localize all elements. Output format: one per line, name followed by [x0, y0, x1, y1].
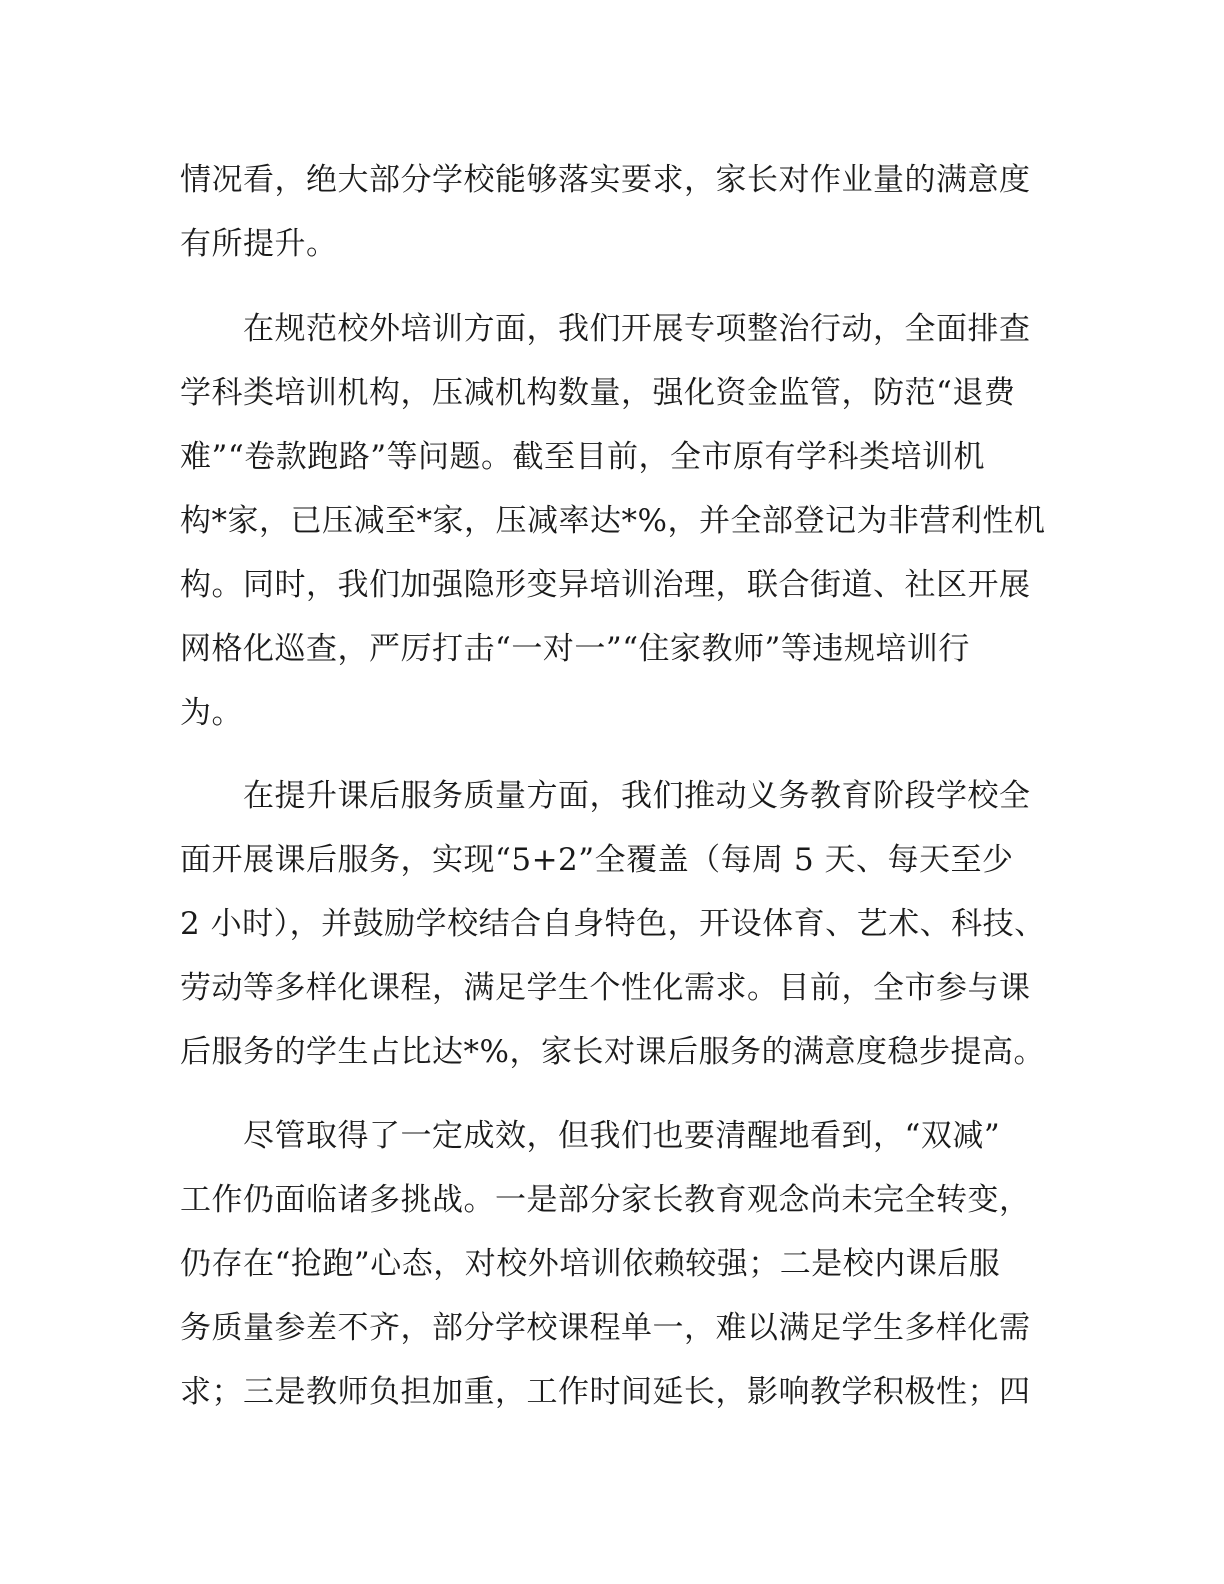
paragraph-line: 劳动等多样化课程，满足学生个性化需求。目前，全市参与课 — [180, 970, 1031, 1006]
paragraph-line: 后服务的学生占比达*%，家长对课后服务的满意度稳步提高。 — [180, 1034, 1045, 1070]
paragraph-line: 难”“卷款跑路”等问题。截至目前，全市原有学科类培训机 — [180, 439, 986, 475]
paragraph-line: 在规范校外培训方面，我们开展专项整治行动，全面排查 — [243, 311, 1031, 347]
paragraph-line: 有所提升。 — [180, 226, 338, 262]
paragraph-line: 面开展课后服务，实现“5+2”全覆盖（每周 5 天、每天至少 — [180, 842, 1014, 878]
paragraph-line: 务质量参差不齐，部分学校课程单一，难以满足学生多样化需 — [180, 1310, 1031, 1346]
paragraph-line: 工作仍面临诸多挑战。一是部分家长教育观念尚未完全转变， — [180, 1182, 1031, 1218]
paragraph-line: 尽管取得了一定成效，但我们也要清醒地看到，“双减” — [243, 1118, 1001, 1154]
paragraph-line: 2 小时），并鼓励学校结合自身特色，开设体育、艺术、科技、 — [180, 906, 1046, 942]
paragraph-line: 网格化巡查，严厉打击“一对一”“住家教师”等违规培训行 — [180, 631, 970, 667]
paragraph-line: 求；三是教师负担加重，工作时间延长，影响教学积极性；四 — [180, 1374, 1031, 1410]
paragraph-line: 在提升课后服务质量方面，我们推动义务教育阶段学校全 — [243, 778, 1031, 814]
paragraph-line: 情况看，绝大部分学校能够落实要求，家长对作业量的满意度 — [180, 162, 1031, 198]
paragraph-line: 构*家，已压减至*家，压减率达*%，并全部登记为非营利性机 — [180, 503, 1046, 539]
paragraph-line: 构。同时，我们加强隐形变异培训治理，联合街道、社区开展 — [180, 567, 1031, 603]
paragraph-line: 仍存在“抢跑”心态，对校外培训依赖较强；二是校内课后服 — [180, 1246, 1001, 1282]
paragraph-line: 学科类培训机构，压减机构数量，强化资金监管，防范“退费 — [180, 375, 1016, 411]
paragraph-line: 为。 — [180, 695, 243, 731]
